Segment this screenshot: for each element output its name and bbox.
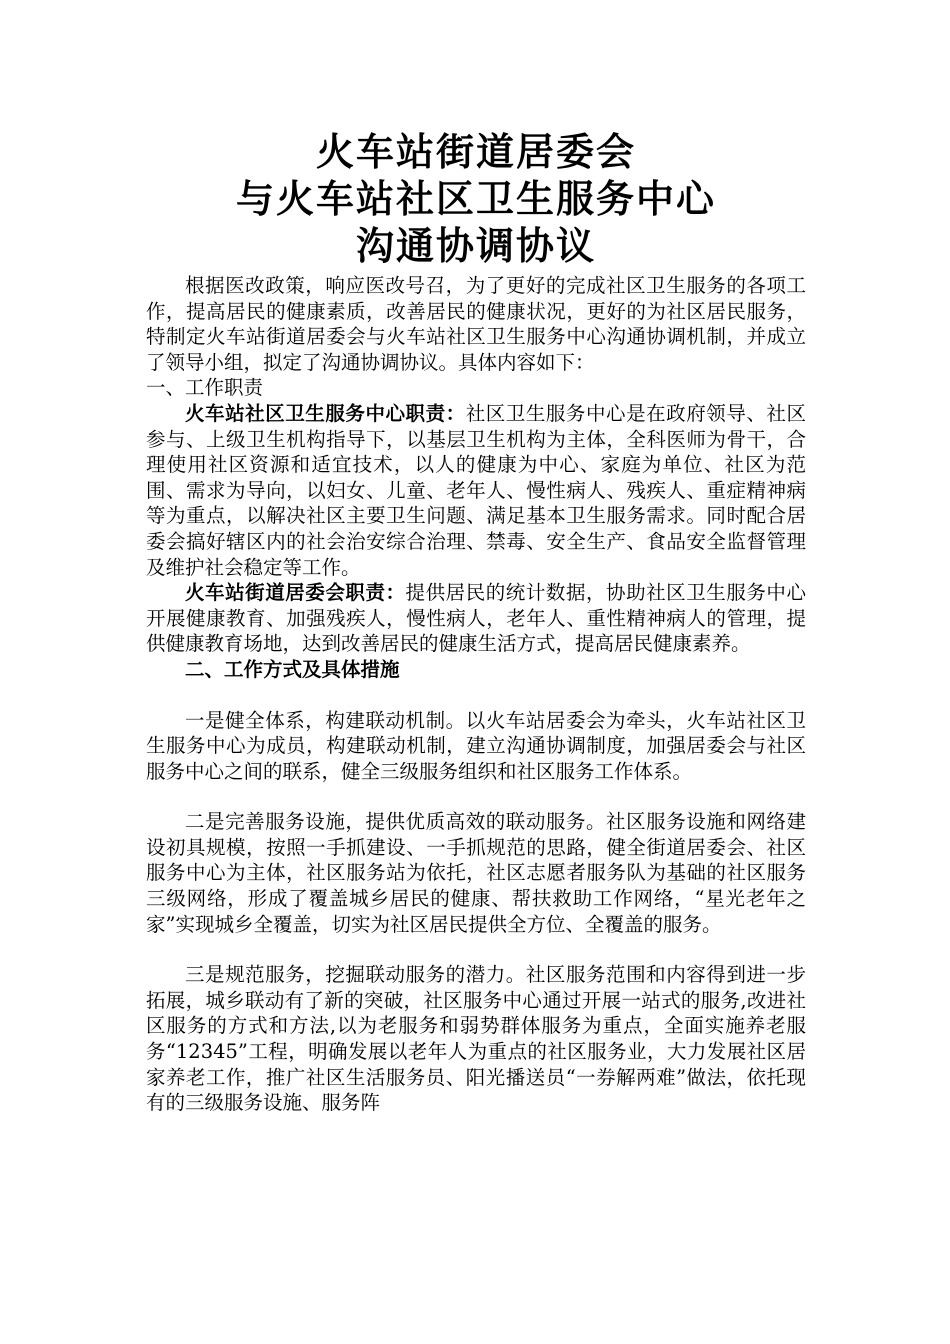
spacer: [146, 937, 806, 962]
section-1-heading: 一、工作职责: [146, 376, 264, 400]
document-page: [146, 128, 806, 1116]
duty-text-health-center: 社区卫生服务中心是在政府领导、社区参与、上级卫生机构指导下，以基层卫生机构为主体，全科医师为骨干，合理使用社区资源和适宜技术，以人的健康为中心、家庭为单位、社区为范围、需求为导向，以妇女、儿童、老年人、慢性病人、残疾人、重症精神病等为重点，以解决社区主要卫生问题、满足基本卫生服务需求。同时配合居委会搞好辖区内的社会治安综合治理、禁毒、安全生产、食品安全监督管理及维护社会稳定等工作。: [146, 401, 806, 579]
spacer: [146, 784, 806, 809]
duty-label-committee: 火车站街道居委会职责：: [185, 581, 406, 605]
measure-paragraph-2: 二是完善服务设施，提供优质高效的联动服务。社区服务设施和网络建设初具规模，按照一手抓建设、一手抓规范的思路，健全街道居委会、社区服务中心为主体，社区服务站为依托，社区志愿者服务队为基础的社区服务三级网络，形成了覆盖城乡居民的健康、帮扶救助工作网络，“星光老年之家”实现城乡全覆盖，切实为社区居民提供全方位、全覆盖的服务。: [146, 810, 806, 936]
intro-paragraph: 根据医改政策，响应医改号召，为了更好的完成社区卫生服务的各项工作，提高居民的健康素质，改善居民的健康状况，更好的为社区居民服务，特制定火车站街道居委会与火车站社区卫生服务中心沟通协调机制，并成立了领导小组，拟定了沟通协调协议。具体内容如下：: [146, 274, 806, 374]
duty-paragraph-committee: [146, 580, 806, 657]
document-title: [146, 128, 806, 269]
spacer: [146, 683, 806, 708]
duty-text-committee: 提供居民的统计数据，协助社区卫生服务中心开展健康教育、加强残疾人，慢性病人，老年人、重性精神病人的管理，提供健康教育场地，达到改善居民的健康生活方式，提高居民健康素养。: [146, 581, 806, 656]
title-line-3: 沟通协调协议: [355, 223, 596, 268]
title-line-2: 与火车站社区卫生服务中心: [235, 176, 716, 221]
measure-paragraph-3: 三是规范服务，挖掘联动服务的潜力。社区服务范围和内容得到进一步拓展，城乡联动有了新的突破，社区服务中心通过开展一站式的服务,改进社区服务的方式和方法,以为老服务和弱势群体服务为重点，全面实施养老服务“12345”工程，明确发展以老年人为重点的社区服务业，大力发展社区居家养老工作，推广社区生活服务员、阳光播送员“一券解两难”做法，依托现有的三级服务设施、服务阵: [146, 963, 806, 1115]
measure-paragraph-1: 一是健全体系，构建联动机制。以火车站居委会为牵头，火车站社区卫生服务中心为成员，构建联动机制，建立沟通协调制度，加强居委会与社区服务中心之间的联系，健全三级服务组织和社区服务工作体系。: [146, 708, 806, 783]
section-2-heading: 二、工作方式及具体措施: [185, 657, 400, 681]
duty-label-health-center: 火车站社区卫生服务中心职责：: [185, 401, 466, 425]
title-line-1: 火车站街道居委会: [315, 129, 636, 174]
document-body: [146, 273, 806, 1116]
duty-paragraph-health-center: [146, 401, 806, 580]
